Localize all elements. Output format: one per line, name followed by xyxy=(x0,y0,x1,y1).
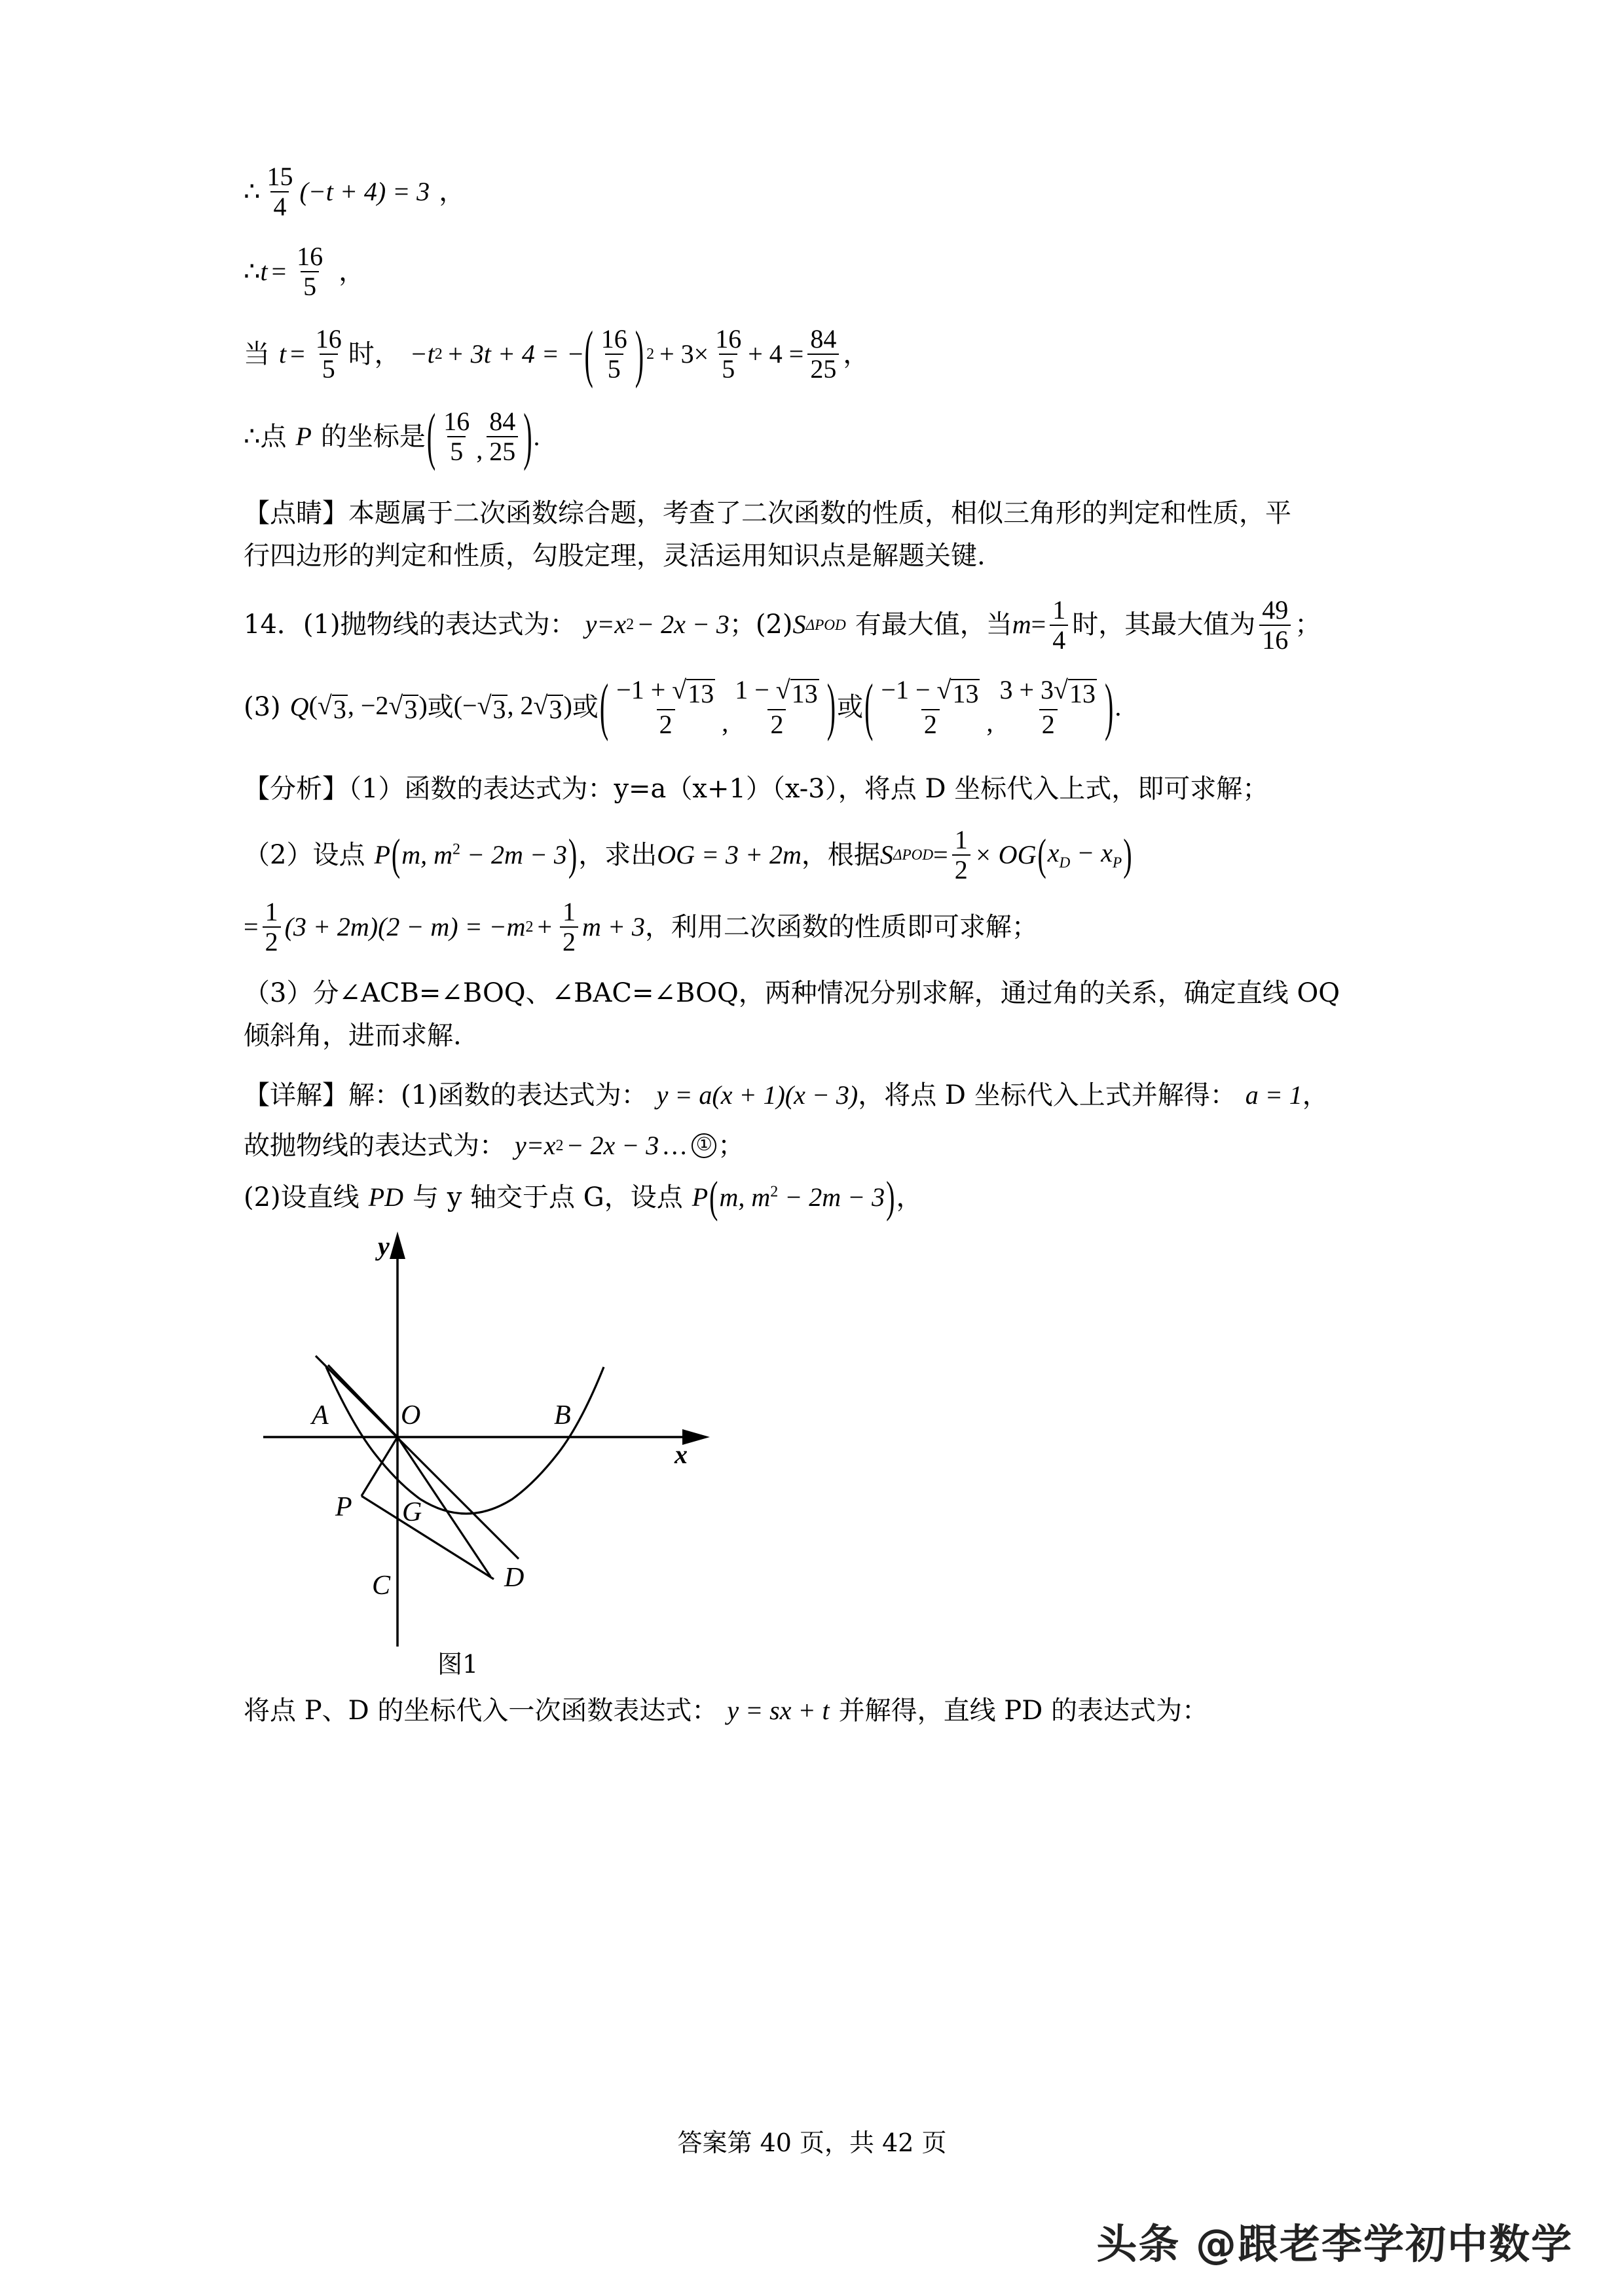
fraction-49-over-16 xyxy=(1259,594,1291,655)
fraction-denominator: 2 xyxy=(952,854,970,883)
semicolon-1: ； xyxy=(729,610,756,640)
sqrt-3: √ 3 xyxy=(388,690,418,724)
fraction-16-over-5 xyxy=(599,326,630,382)
fraction-denominator: 5 xyxy=(605,354,623,382)
fraction-16-over-5 xyxy=(441,409,472,465)
dianjing-line-1 xyxy=(244,492,1416,535)
semicolon: ； xyxy=(718,1130,745,1161)
fraction-denominator: 5 xyxy=(301,271,319,300)
right-paren: ) xyxy=(886,1171,895,1222)
point-P-expression: m, $m^2 - 2m - 3$ xyxy=(719,1182,885,1212)
fraction-x4 xyxy=(878,674,982,739)
semicolon-2: ； xyxy=(1295,610,1321,640)
fraction-denominator: 5 xyxy=(447,436,466,465)
time-label: 时， xyxy=(348,338,401,369)
part1-label: (1)抛物线的表达式为： xyxy=(303,610,576,640)
fraction-numerator: 84 xyxy=(810,324,837,354)
fenxi-line-3 xyxy=(244,899,1416,955)
fraction-1-over-2 xyxy=(263,899,281,955)
item-14-answer-line xyxy=(244,594,1416,655)
segment-OP xyxy=(361,1437,397,1496)
page-content xyxy=(244,164,1416,1732)
coordinate-comma: , xyxy=(722,707,729,737)
area-symbol-S: S xyxy=(792,610,806,640)
coordinate-pair-P xyxy=(426,399,534,471)
times-OG: × OG xyxy=(974,839,1037,869)
exponent-2: 2 xyxy=(646,345,655,363)
plus-three-times: + 3× xyxy=(659,338,709,369)
axis-label-x: x xyxy=(674,1440,688,1470)
axis-label-y: y xyxy=(378,1231,390,1262)
point-label-A: A xyxy=(312,1400,329,1431)
point-label-G: G xyxy=(402,1497,422,1528)
xiangjie-line-2 xyxy=(244,1131,1416,1161)
watermark-text: 头条 @跟老李学初中数学 xyxy=(1096,2220,1573,2268)
fraction-denominator: 5 xyxy=(320,354,338,382)
fraction-x3 xyxy=(614,674,718,739)
fraction-numerator: 16 xyxy=(715,324,742,354)
y-axis-arrow xyxy=(390,1231,405,1259)
point-label-B: B xyxy=(554,1400,571,1431)
point-P-expression: m, $m^2 - 2m - 3$ xyxy=(401,839,567,869)
fraction-denominator: 25 xyxy=(807,354,839,382)
left-paren: ( xyxy=(709,1171,718,1222)
fraction-denominator: 2 xyxy=(657,709,675,738)
fraction-16-over-5 xyxy=(294,244,325,300)
comma: ， xyxy=(896,1182,923,1212)
fraction-denominator: 2 xyxy=(1039,709,1058,738)
fraction-denominator: 2 xyxy=(767,709,786,738)
or-3: 或 xyxy=(837,691,864,722)
or-2: 或 xyxy=(572,691,599,722)
variable-t: t xyxy=(260,256,268,286)
xiangjie-prefix: 解：(1)函数的表达式为： xyxy=(348,1080,648,1110)
part2-prefix: (2)设直线 xyxy=(244,1182,360,1212)
right-paren: ) xyxy=(523,399,532,471)
ellipsis: … xyxy=(661,1130,688,1160)
dianjing-tag: 【点睛】 xyxy=(244,498,348,528)
right-paren: ) xyxy=(826,669,836,742)
quadratic-lhs-rest: + 3t + 4 = xyxy=(446,338,559,369)
point-label-D: D xyxy=(504,1563,525,1594)
point-label-O: O xyxy=(401,1400,421,1431)
point-P-coords xyxy=(708,1171,896,1222)
sqrt-3: √ 3 xyxy=(533,690,563,724)
fraction-numerator: −1 + √ 13 xyxy=(616,674,714,708)
coordinate-graph-svg xyxy=(263,1228,722,1686)
plus-sign: + xyxy=(537,911,553,941)
Q-coordinate-4 xyxy=(863,669,1115,742)
minus-sign: − xyxy=(568,338,583,369)
fraction-1-over-2 xyxy=(952,827,970,883)
fenxi-line-4 xyxy=(244,972,1416,1015)
line-PD xyxy=(361,1496,494,1579)
exponent-2: 2 xyxy=(525,918,534,936)
right-paren: ) xyxy=(1104,669,1114,742)
equation-2-comma: ， xyxy=(339,256,365,287)
fraction-1-over-2 xyxy=(560,899,578,955)
therefore-symbol-2: ∴ xyxy=(244,256,261,286)
fraction-denominator: 4 xyxy=(1050,625,1068,653)
part3-label: (3) xyxy=(244,691,281,722)
point-P-letter: P xyxy=(692,1182,709,1212)
fraction-numerator: 1 xyxy=(563,897,576,927)
figure-caption: 图1 xyxy=(437,1650,479,1679)
xiangjie-line-1 xyxy=(244,1081,1416,1110)
area-subscript: ΔPOD xyxy=(893,847,934,864)
fraction-numerator: 1 xyxy=(1052,594,1066,625)
fraction-numerator: 16 xyxy=(600,324,627,354)
Q-coordinate-3 xyxy=(599,669,837,742)
last-line-prefix: 将点 P、D 的坐标代入一次函数表达式： xyxy=(244,1696,718,1726)
area-subscript: ΔPOD xyxy=(805,616,846,634)
fraction-numerator: 84 xyxy=(489,407,516,436)
point-P-coords xyxy=(390,829,578,880)
equation-line-2 xyxy=(244,244,1416,300)
fraction-denominator: 16 xyxy=(1259,625,1291,653)
or-1: 或 xyxy=(427,691,454,722)
point-P-letter: P xyxy=(374,839,390,869)
exponent-2: 2 xyxy=(626,616,635,634)
therefore-symbol-1: ∴ xyxy=(244,176,261,206)
equation-line-4 xyxy=(244,399,1416,471)
left-paren: ( xyxy=(391,829,401,880)
sqrt-3: √ 3 xyxy=(317,690,346,724)
fenxi-line-2 xyxy=(244,827,1416,883)
fraction-16-over-5 xyxy=(712,326,744,382)
exponent-2: 2 xyxy=(434,345,443,363)
fraction-numerator: 3 + 3 √ 13 xyxy=(999,674,1096,708)
xiangjie-mid-text: ，将点 D 坐标代入上式并解得： xyxy=(858,1080,1236,1110)
parenthesized-fraction xyxy=(583,316,645,389)
equals-sign: = xyxy=(933,839,948,869)
parabola-expression-label: 故抛物线的表达式为： xyxy=(244,1130,506,1161)
sqrt-3: √ 3 xyxy=(477,690,506,724)
fraction-numerator: 16 xyxy=(297,242,323,271)
left-paren: ( xyxy=(1037,829,1046,880)
fraction-y4 xyxy=(997,674,1099,739)
fenxi-line-5 xyxy=(244,1015,1416,1057)
function-expression: y = a(x + 1)(x − 3) xyxy=(656,1080,858,1110)
when-label: 当 xyxy=(244,338,270,369)
fraction-numerator: −1 − √ 13 xyxy=(881,674,979,708)
left-paren: ( xyxy=(864,669,874,742)
part2-text: 有最大值，当 xyxy=(855,610,1012,640)
coordinate-comma: , xyxy=(986,707,993,737)
dianjing-text-2: 行四边形的判定和性质，勾股定理，灵活运用知识点是解题关键. xyxy=(244,540,986,571)
right-paren: ) xyxy=(568,829,578,880)
last-text-line xyxy=(244,1696,1416,1726)
fraction-denominator: 5 xyxy=(719,354,737,382)
quadratic-lhs: −t xyxy=(409,338,435,369)
therefore-symbol-3: ∴ xyxy=(244,421,261,451)
coordinates-label: 的坐标是 xyxy=(320,421,426,452)
fenxi-mid-text: ，求出 xyxy=(578,839,657,870)
dianjing-line-2 xyxy=(244,535,1416,577)
equals-sign: = xyxy=(271,256,287,286)
fraction-denominator: 2 xyxy=(560,926,578,955)
equation-1-body: (−t + 4) = 3 xyxy=(299,176,430,206)
equation-line-1 xyxy=(244,164,1416,220)
comma: ， xyxy=(1302,1080,1329,1110)
Q-coordinate-2: (− √ 3 , 2 √ 3 ) xyxy=(453,690,572,724)
xiangjie-line-3 xyxy=(244,1171,1416,1222)
xiangjie-tag: 【详解】 xyxy=(244,1080,348,1110)
line-OP-upper xyxy=(328,1365,397,1437)
fraction-numerator: 49 xyxy=(1262,594,1289,625)
period: . xyxy=(533,421,540,451)
equation-1-comma: ， xyxy=(439,176,466,207)
fenxi-part2-prefix: （2）设点 xyxy=(244,839,365,870)
fraction-16-over-5 xyxy=(313,326,344,382)
parabola-curve xyxy=(326,1367,604,1514)
fraction-84-over-25 xyxy=(487,409,518,465)
fraction-numerator: 1 xyxy=(265,897,278,927)
fenxi-line3-text: ，利用二次函数的性质即可求解； xyxy=(644,911,1038,942)
product-expression: (3 + 2m)(2 − m) = −m xyxy=(284,911,526,941)
linear-function-expression: y = sx + t xyxy=(727,1696,830,1726)
left-paren: ( xyxy=(584,316,593,389)
circled-number-1: ① xyxy=(692,1133,716,1158)
figure-1 xyxy=(263,1228,722,1686)
left-paren: ( xyxy=(599,669,609,742)
expression-tail: m + 3 xyxy=(582,911,645,941)
fraction-numerator: 16 xyxy=(443,407,470,436)
fenxi-tag: 【分析】 xyxy=(244,773,348,804)
item-14-part3-line xyxy=(244,669,1416,742)
equals-sign: = xyxy=(1031,610,1046,640)
x-difference xyxy=(1036,829,1133,880)
point-label-C: C xyxy=(372,1571,391,1601)
equation-line-3 xyxy=(244,316,1416,389)
left-paren: ( xyxy=(426,399,436,471)
page-footer: 答案第 40 页，共 42 页 xyxy=(677,2128,947,2157)
line-PD-label: PD xyxy=(368,1182,403,1212)
variable-m: m xyxy=(1012,610,1031,640)
variable-t: t xyxy=(279,338,287,369)
part2-when-text: 时，其最大值为 xyxy=(1072,610,1256,640)
OG-expression: OG = 3 + 2m xyxy=(657,839,802,869)
parabola-expression: y=x xyxy=(515,1130,556,1160)
intersect-text: 与 y 轴交于点 G，设点 xyxy=(413,1182,683,1212)
fraction-84-over-25 xyxy=(807,326,839,382)
fraction-denominator: 4 xyxy=(270,191,289,220)
line-AD xyxy=(316,1356,519,1559)
point-label: 点 xyxy=(260,421,287,452)
coordinate-comma: , xyxy=(476,435,483,465)
Q-coordinate-1: ( √ 3 , −2 √ 3 ) xyxy=(308,690,428,724)
parabola-expression-rest: − 2x − 3 xyxy=(566,1130,659,1160)
plus-four-equals: + 4 = xyxy=(748,338,804,369)
fenxi-line-1 xyxy=(244,768,1416,811)
fraction-numerator: 1 xyxy=(954,825,968,855)
dianjing-text-1: 本题属于二次函数综合题，考查了二次函数的性质，相似三角形的判定和性质，平 xyxy=(348,498,1291,528)
area-symbol-S: S xyxy=(879,839,893,869)
right-paren: ) xyxy=(635,316,644,389)
part2-label: (2) xyxy=(755,610,793,640)
fraction-numerator: 15 xyxy=(267,162,293,191)
part1-expression: y=x xyxy=(585,610,627,640)
fenxi-text-4: （3）分∠ACB=∠BOQ、∠BAC=∠BOQ，两种情况分别求解，通过角的关系，确定直线 OQ xyxy=(244,978,1340,1009)
fraction-numerator: 1 − √ 13 xyxy=(735,674,818,708)
fenxi-text-5: 倾斜角，进而求解. xyxy=(244,1021,462,1051)
right-paren: ) xyxy=(1123,829,1132,880)
last-line-suffix: 并解得，直线 PD 的表达式为： xyxy=(838,1696,1209,1726)
fraction-denominator: 2 xyxy=(263,926,281,955)
a-equals-1: a = 1 xyxy=(1245,1080,1302,1110)
item-number: 14． xyxy=(244,610,303,640)
point-label-P: P xyxy=(335,1492,352,1523)
equals-sign: = xyxy=(244,911,259,941)
fraction-15-over-4 xyxy=(264,164,295,220)
point-Q-letter: Q xyxy=(289,691,309,721)
fraction-numerator: 16 xyxy=(315,324,342,354)
part1-expression-rest: − 2x − 3 xyxy=(637,610,729,640)
x-difference-expression: $x_D - x_P$ xyxy=(1047,838,1122,872)
fenxi-mid-text-2: ，根据 xyxy=(801,839,880,870)
fenxi-text-1: （1）函数的表达式为：y=a（x+1）（x-3），将点 D 坐标代入上式，即可求解； xyxy=(348,773,1269,804)
period: . xyxy=(1115,691,1122,721)
fraction-1-over-4 xyxy=(1050,594,1068,655)
point-P-letter: P xyxy=(295,421,312,451)
exponent-2: 2 xyxy=(555,1137,564,1154)
fraction-denominator: 25 xyxy=(487,436,518,465)
equals-sign: = xyxy=(290,338,305,369)
fraction-denominator: 2 xyxy=(921,709,940,738)
fraction-y3 xyxy=(732,674,822,739)
equation-3-comma: ， xyxy=(843,338,870,369)
